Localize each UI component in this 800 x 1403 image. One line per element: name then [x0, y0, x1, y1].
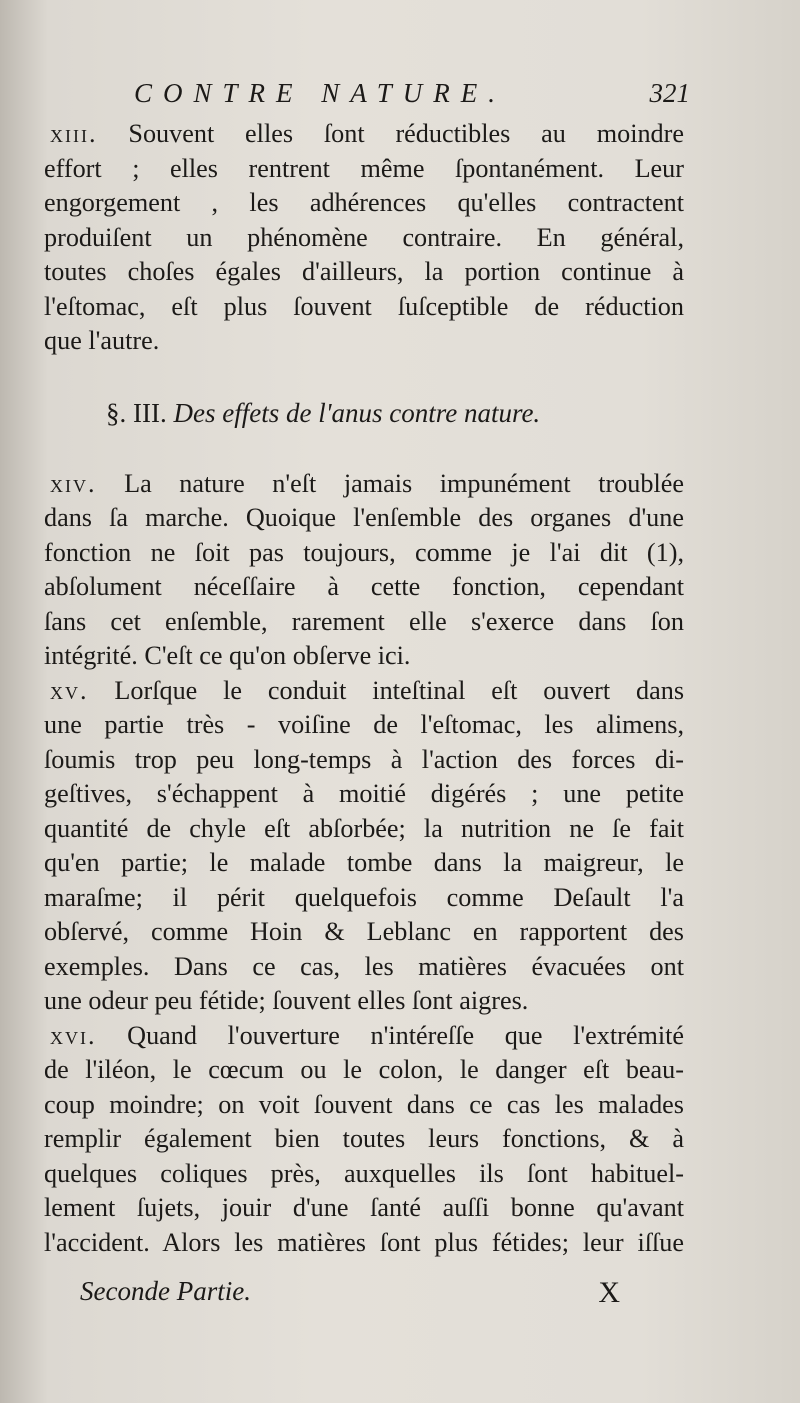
text-line: l'accident. Alors les matières ſont plus fétides; leur iſſue [44, 1227, 684, 1257]
text-line: effort ; elles rentrent même ſpontanément. Leur [44, 153, 684, 183]
paragraph-number: xiii. [50, 119, 98, 148]
text-line: de l'iléon, le cœcum ou le colon, le danger eſt beau- [44, 1055, 684, 1084]
text-line: coup moindre; on voit ſouvent dans ce cas les malades [44, 1089, 684, 1119]
text-line: exemples. Dans ce cas, les matières évacuées ont [44, 951, 684, 981]
text-line: ſoumis trop peu long-temps à l'action des forces di- [44, 744, 684, 774]
page-number: 321 [649, 78, 690, 108]
text-line: une odeur peu fétide; ſouvent elles ſont aigres. [44, 986, 529, 1015]
section-heading [44, 393, 684, 433]
text-line: remplir également bien toutes leurs fonctions, & à [44, 1124, 684, 1153]
section-title: Des effets de l'anus contre nature. [173, 397, 541, 428]
section-number: §. III. [106, 397, 167, 428]
text-line: abſolument néceſſaire à cette fonction, cependant [44, 572, 684, 601]
page-footer [80, 1276, 620, 1316]
text-line: toutes choſes égales d'ailleurs, la portion continue à [44, 257, 684, 286]
text-line: une partie très - voiſine de l'eſtomac, les alimens, [44, 710, 684, 739]
signature-mark: X [598, 1276, 620, 1309]
paragraph-number: xv. [50, 675, 89, 705]
running-head: CONTRE NATURE. [134, 78, 507, 108]
paragraph-xv [44, 674, 684, 1019]
text-line: geſtives, s'échappent à moitié digérés ; une petite [44, 779, 684, 808]
page-header [40, 78, 690, 118]
text-line: produiſent un phénomène contraire. En général, [44, 222, 684, 252]
paragraph-xvi [44, 1019, 684, 1261]
text-line: fonction ne ſoit pas toujours, comme je l'ai dit (1), [44, 537, 684, 567]
paragraph-xiii [44, 117, 684, 359]
text-line: xvi. Quand l'ouverture n'intéreſſe que l'extrémité [50, 1020, 685, 1050]
text-line: qu'en partie; le malade tombe dans la maigreur, le [44, 848, 684, 877]
text-line: xiii. Souvent elles ſont réductibles au moindre [50, 119, 684, 148]
text-line: maraſme; il périt quelquefois comme Deſault l'a [44, 882, 684, 912]
text-line: que l'autre. [44, 326, 160, 355]
text-line: engorgement , les adhérences qu'elles contractent [44, 188, 684, 217]
text-line: quantité de chyle eſt abſorbée; la nutrition ne ſe fait [44, 813, 684, 843]
body-text [44, 117, 684, 1260]
text-line: xiv. La nature n'eſt jamais impunément troublée [50, 468, 685, 498]
text-line: xv. Lorſque le conduit inteſtinal eſt ouvert dans [50, 675, 685, 705]
text-line: dans ſa marche. Quoique l'enſemble des organes d'une [44, 503, 684, 532]
text-line: l'eſtomac, eſt plus ſouvent ſuſceptible de réduction [44, 291, 684, 321]
text-line: quelques coliques près, auxquelles ils ſont habituel- [44, 1158, 684, 1188]
text-line: obſervé, comme Hoin & Leblanc en rapportent des [44, 917, 684, 946]
paragraph-number: xiv. [50, 468, 97, 498]
paragraph-number: xvi. [50, 1020, 97, 1050]
paragraph-xiv [44, 467, 684, 674]
text-line: ſans cet enſemble, rarement elle s'exerce dans ſon [44, 606, 684, 636]
signature-part: Seconde Partie. [80, 1276, 251, 1306]
text-line: intégrité. C'eſt ce qu'on obſerve ici. [44, 641, 411, 670]
text-line: lement ſujets, jouir d'une ſanté auſſi bonne qu'avant [44, 1193, 684, 1222]
